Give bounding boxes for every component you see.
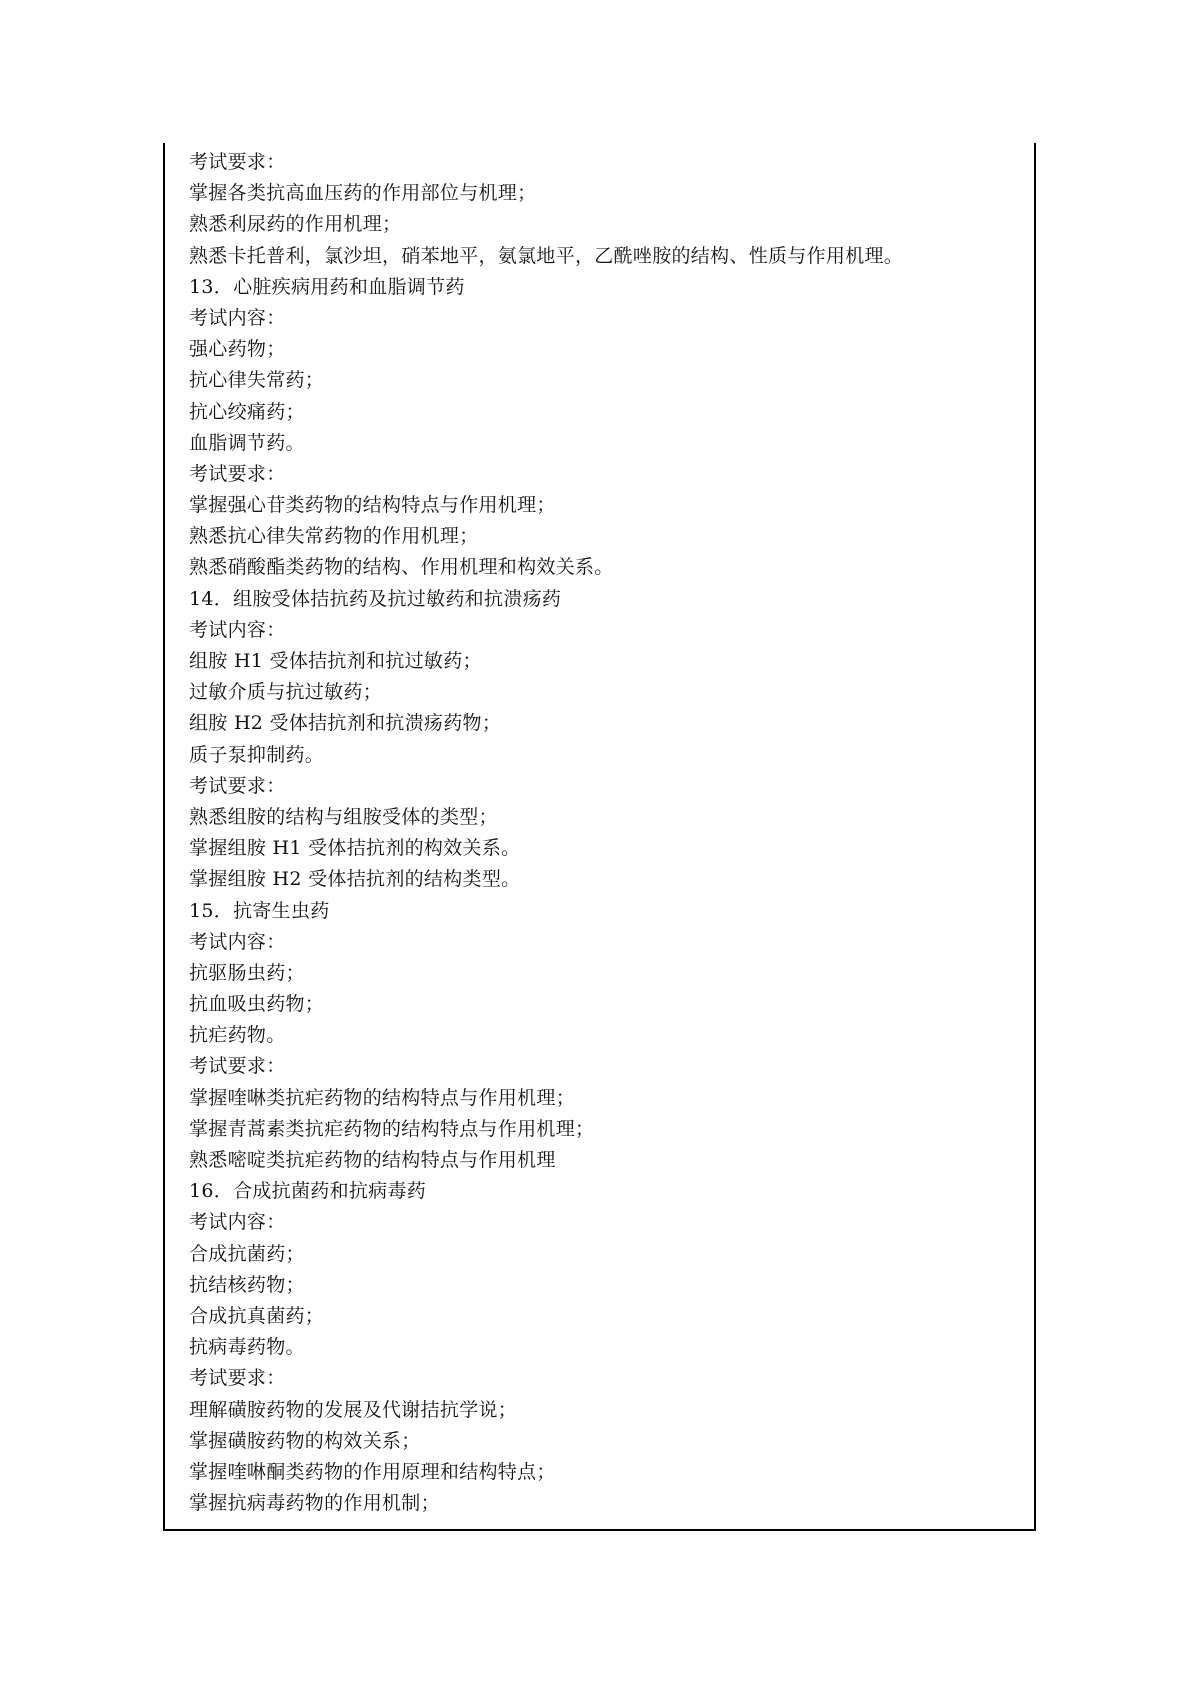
text-line: 考试要求：	[189, 1055, 286, 1078]
text-line: 组胺 H1 受体拮抗剂和抗过敏药；	[189, 650, 482, 672]
text-line: 掌握喹啉类抗疟药物的结构特点与作用机理；	[189, 1086, 576, 1109]
text-line: 掌握组胺 H2 受体拮抗剂的结构类型。	[189, 868, 521, 891]
text-line: 掌握强心苷类药物的结构特点与作用机理；	[189, 494, 556, 517]
text-line: 掌握青蒿素类抗疟药物的结构特点与作用机理；	[189, 1117, 595, 1140]
text-line: 抗病毒药物。	[189, 1336, 305, 1359]
text-line: 熟悉利尿药的作用机理；	[189, 213, 402, 236]
text-line: 考试内容：	[189, 930, 286, 953]
text-line: 质子泵抑制药。	[189, 743, 325, 766]
text-line: 抗驱肠虫药；	[189, 961, 305, 984]
text-line: 考试内容：	[189, 1211, 286, 1234]
text-line: 合成抗真菌药；	[189, 1304, 325, 1327]
text-line: 熟悉嘧啶类抗疟药物的结构特点与作用机理	[189, 1149, 556, 1171]
text-line: 抗血吸虫药物；	[189, 993, 325, 1016]
text-line: 熟悉抗心律失常药物的作用机理；	[189, 525, 479, 548]
text-line: 理解磺胺药物的发展及代谢拮抗学说；	[189, 1398, 518, 1421]
text-line: 掌握各类抗高血压药的作用部位与机理；	[189, 182, 537, 205]
text-line: 14．组胺受体拮抗药及抗过敏药和抗溃疡药	[189, 587, 562, 610]
table-cell-frame	[163, 143, 1036, 1531]
text-line: 掌握磺胺药物的构效关系；	[189, 1429, 421, 1452]
text-line: 15．抗寄生虫药	[189, 899, 330, 922]
text-line: 抗疟药物。	[189, 1024, 286, 1047]
text-line: 强心药物；	[189, 338, 286, 361]
text-line: 熟悉组胺的结构与组胺受体的类型；	[189, 805, 498, 828]
text-line: 熟悉卡托普利，氯沙坦，硝苯地平，氨氯地平，乙酰唑胺的结构、性质与作用机理。	[189, 244, 904, 267]
text-line: 抗心绞痛药；	[189, 400, 305, 423]
text-line: 考试要求：	[189, 462, 286, 485]
text-line: 考试要求：	[189, 151, 286, 173]
text-line: 掌握组胺 H1 受体拮抗剂的构效关系。	[189, 837, 521, 860]
document-body	[189, 147, 1014, 1519]
text-line: 考试内容：	[189, 306, 286, 329]
text-line: 血脂调节药。	[189, 431, 305, 454]
text-line: 抗结核药物；	[189, 1273, 305, 1296]
text-line: 考试要求：	[189, 1367, 286, 1390]
text-line: 过敏介质与抗过敏药；	[189, 681, 383, 704]
text-line: 掌握抗病毒药物的作用机制；	[189, 1492, 440, 1515]
text-line: 13．心脏疾病用药和血脂调节药	[189, 275, 465, 298]
text-line: 组胺 H2 受体拮抗剂和抗溃疡药物；	[189, 712, 502, 735]
text-line: 熟悉硝酸酯类药物的结构、作用机理和构效关系。	[189, 556, 614, 579]
text-line: 考试内容：	[189, 618, 286, 641]
text-line: 16．合成抗菌药和抗病毒药	[189, 1180, 427, 1203]
text-line: 掌握喹啉酮类药物的作用原理和结构特点；	[189, 1460, 556, 1483]
text-line: 考试要求：	[189, 774, 286, 797]
text-line: 抗心律失常药；	[189, 369, 325, 392]
text-line: 合成抗菌药；	[189, 1242, 305, 1265]
